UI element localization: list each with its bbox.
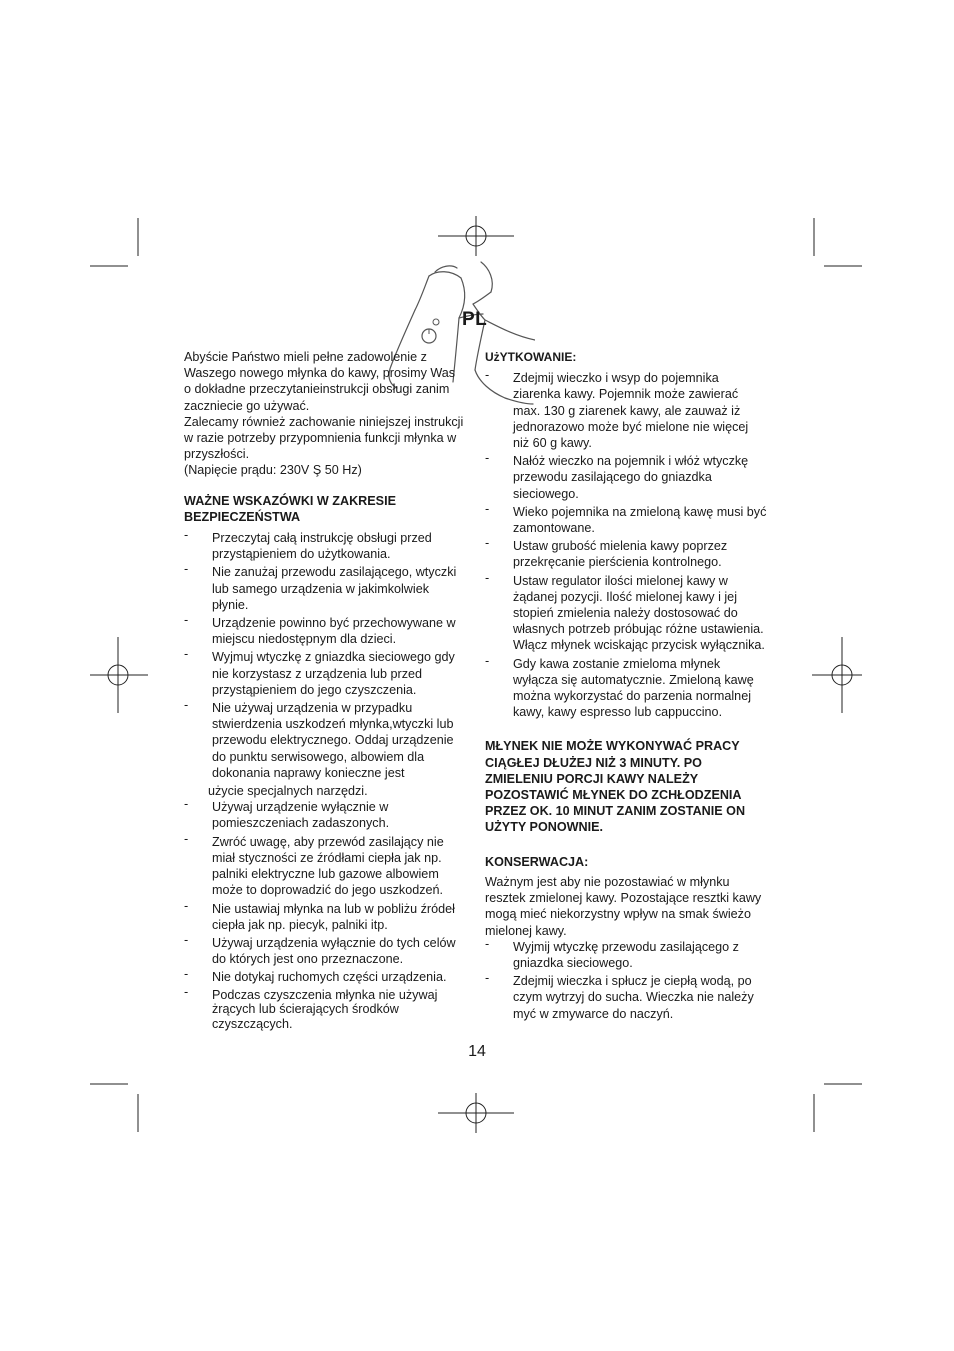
safety-list	[184, 799, 464, 1031]
registration-mark-bottom	[438, 1093, 514, 1133]
list-item: - Nałóż wieczko na pojemnik i włóż wtyczkę przewodu zasilającego do gniazdka sieciowego.	[485, 453, 767, 502]
page-number: 14	[468, 1043, 486, 1060]
list-item: - Nie ustawiaj młynka na lub w pobliżu źródeł ciepła jak np. piecyk, palniki itp.	[184, 901, 464, 933]
registration-mark-left	[90, 637, 148, 713]
list-item: - Wyjmuj wtyczkę z gniazdka sieciowego gdy nie korzystasz z urządzenia lub przed przystąpieniem do jego czyszczenia.	[184, 649, 464, 698]
right-column	[485, 349, 767, 1024]
maintenance-list	[485, 939, 767, 1022]
list-item: - Przeczytaj całą instrukcję obsługi przed przystąpieniem do użytkowania.	[184, 530, 464, 562]
usage-heading: UżYTKOWANIE:	[485, 350, 577, 364]
list-item: - Używaj urządzenia wyłącznie do tych celów do których jest ono przeznaczone.	[184, 935, 464, 967]
warning-notice: MŁYNEK NIE MOŻE WYKONYWAĆ PRACY CIĄGŁEJ DŁUŻEJ NIŻ 3 MINUTY. PO ZMIELENIU PORCJI KAWY NALEŻY POZOSTAWIĆ MŁYNEK DO ZCHŁODZENIA PRZEZ OK. 10 MINUT ZANIM ZOSTANIE ON UŻYTY PONOWNIE.	[485, 739, 746, 835]
safety-list	[184, 530, 464, 781]
list-item: - Ustaw grubość mielenia kawy poprzez przekręcanie pierścienia kontrolnego.	[485, 538, 767, 570]
list-item: - Nie dotykaj ruchomych części urządzenia.	[184, 969, 464, 985]
grinder-indicator-icon	[433, 319, 439, 325]
left-column	[184, 349, 464, 1033]
list-item: - Wyjmij wtyczkę przewodu zasilającego z gniazdka sieciowego.	[485, 939, 767, 971]
list-item-continuation: użycie specjalnych narzędzi.	[208, 784, 368, 799]
maintenance-heading: KONSERWACJA:	[485, 854, 589, 869]
intro-paragraph: Abyście Państwo mieli pełne zadowolenie z Waszego nowego młynka do kawy, prosimy Was o dokładne przeczytanieinstrukcji obsługi zanim zaczniecie go używać.	[184, 350, 456, 413]
list-item: - Gdy kawa zostanie zmieloma młynek wyłącza się automatycznie. Zmieloną kawę można wykorzystać do parzenia normalnej kawy, kawy espresso lub cappuccino.	[485, 656, 767, 721]
list-item: - Zwróć uwagę, aby przewód zasilający nie miał styczności ze źródłami ciepła jak np. palniki elektryczne lub gazowe albowiem może to doprowadzić do jego uszkodzeń.	[184, 834, 464, 899]
intro-paragraph: Zalecamy również zachowanie niniejszej instrukcji w razie potrzeby przypomnienia funkcji młynka w przyszłości.	[184, 414, 464, 462]
voltage-note: (Napięcie prądu: 230V Ş 50 Hz)	[184, 463, 362, 478]
list-item: - Wieko pojemnika na zmieloną kawę musi być zamontowane.	[485, 504, 767, 536]
list-item: - Ustaw regulator ilości mielonej kawy w żądanej pozycji. Ilość mielonej kawy i jej stopień zmielenia należy dostosować do własnych potrzeb próbując różne ustawienia. Włącz młynek wciskając przycisk wyłącznika.	[485, 573, 767, 654]
list-item: - Urządzenie powinno być przechowywane w miejscu niedostępnym dla dzieci.	[184, 615, 464, 647]
list-item: - Nie zanużaj przewodu zasilającego, wtyczki lub samego urządzenia w jakimkolwiek płynie.	[184, 564, 464, 613]
list-item: - Zdejmij wieczko i wsyp do pojemnika ziarenka kawy. Pojemnik może zawierać max. 130 g ziarenek kawy, ale zauważ iż jednorazowo może być mielone nie więcej niż 60 g kawy.	[485, 370, 767, 451]
list-item: - Zdejmij wieczka i spłucz je ciepłą wodą, po czym wytrzyj do sucha. Wieczka nie należy myć w zmywarce do naczyń.	[485, 973, 767, 1022]
maintenance-intro: Ważnym jest aby nie pozostawiać w młynku resztek zmielonej kawy. Pozostające resztki kawy mogą mieć niekorzystny wpływ na smak świeżo mielonej kawy.	[485, 874, 762, 938]
list-item: - Nie używaj urządzenia w przypadku stwierdzenia uszkodzeń młynka,wtyczki lub przewodu elektrycznego. Oddaj urządzenie do punktu serwisowego, albowiem dla dokonania naprawy konieczne jest	[184, 700, 464, 781]
registration-mark-top	[438, 216, 514, 256]
usage-list	[485, 370, 767, 720]
safety-heading: WAŻNE WSKAZÓWKI W ZAKRESIE BEZPIECZEŃSTWA	[184, 493, 396, 524]
list-item: - Podczas czyszczenia młynka nie używaj żrących lub ścierających środków czyszczących.	[184, 988, 464, 1032]
list-item: - Używaj urządzenie wyłącznie w pomieszczeniach zadaszonych.	[184, 799, 464, 831]
registration-mark-right	[812, 637, 862, 713]
language-tag: PL	[462, 309, 488, 330]
